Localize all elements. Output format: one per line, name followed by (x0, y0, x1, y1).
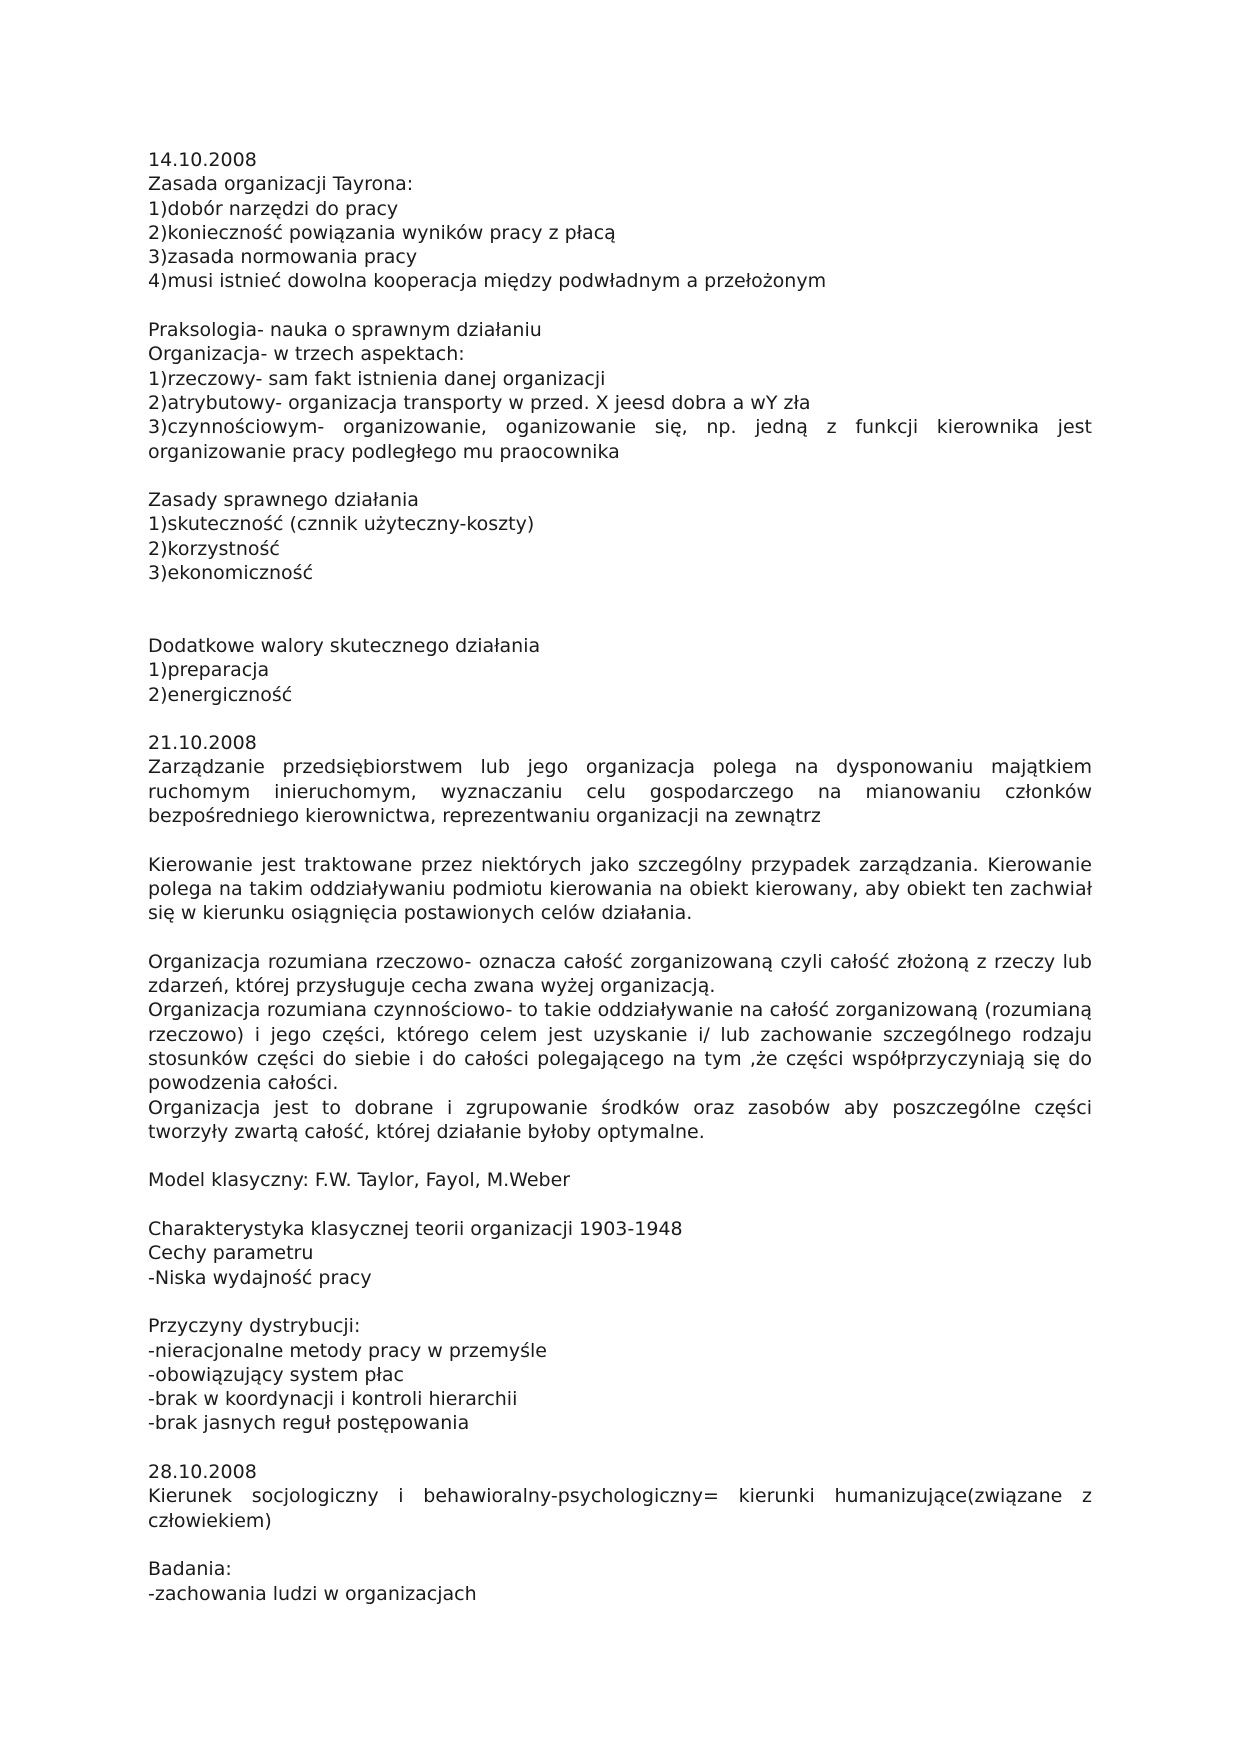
text-line: Zasady sprawnego działania (148, 489, 419, 512)
text-line: 2)energiczność (148, 683, 293, 706)
text-line: 2)konieczność powiązania wyników pracy z płacą (148, 221, 616, 244)
text-line: Organizacja- w trzech aspektach: (148, 343, 465, 366)
text-line: 4)musi istnieć dowolna kooperacja między podwładnym a przełożonym (148, 270, 827, 293)
paragraph (148, 950, 1092, 1144)
text-line: -nieracjonalne metody pracy w przemyśle (148, 1339, 547, 1362)
text-line: 1)dobór narzędzi do pracy (148, 197, 399, 220)
paragraph (148, 1460, 1092, 1533)
text-line: 1)skuteczność (cznnik użyteczny-koszty) (148, 513, 535, 536)
paragraph (148, 853, 1092, 926)
paragraph (148, 1314, 1092, 1435)
text-block: Organizacja rozumiana rzeczowo- oznacza całość zorganizowaną czyli całość złożoną z rzeczy lub zdarzeń, której przysługuje cecha zwana wyżej organizacją. (148, 950, 1092, 998)
paragraph (148, 731, 1092, 828)
paragraph (148, 148, 1092, 294)
paragraph (148, 318, 1092, 464)
text-line: 2)atrybutowy- organizacja transporty w przed. X jeesd dobra a wY zła (148, 391, 811, 414)
document-body (148, 148, 1092, 1630)
text-block: Organizacja jest to dobrane i zgrupowanie środków oraz zasobów aby poszczególne części tworzyły zwartą całość, której działanie byłoby optymalne. (148, 1096, 1092, 1143)
text-line: 28.10.2008 (148, 1461, 257, 1484)
text-line: 1)preparacja (148, 659, 270, 682)
paragraph (148, 488, 1092, 585)
text-line: -Niska wydajność pracy (148, 1266, 372, 1289)
paragraph (148, 1217, 1092, 1290)
text-line: 21.10.2008 (148, 732, 257, 755)
text-line: -zachowania ludzi w organizacjach (148, 1582, 477, 1605)
text-line: -brak w koordynacji i kontroli hierarchii (148, 1388, 518, 1411)
text-line: 3)ekonomiczność (148, 562, 314, 585)
text-line: 2)korzystność (148, 537, 280, 560)
text-block: Kierunek socjologiczny i behawioralny-psychologiczny= kierunki humanizujące(związane z człowiekiem) (148, 1485, 1092, 1532)
text-line: Badania: (148, 1558, 232, 1581)
text-line: Charakterystyka klasycznej teorii organizacji 1903-1948 (148, 1218, 683, 1241)
paragraph (148, 1557, 1092, 1606)
text-line: 3)zasada normowania pracy (148, 246, 418, 269)
text-line: -brak jasnych reguł postępowania (148, 1412, 470, 1435)
text-line: 14.10.2008 (148, 149, 257, 171)
text-line: Cechy parametru (148, 1242, 314, 1265)
text-block: Kierowanie jest traktowane przez niektórych jako szczególny przypadek zarządzania. Kierowanie polega na takim oddziaływaniu podmiotu kierowania na obiekt kierowany, aby obiekt ten zachwiał się w kierunku osiągnięcia postawionych celów działania. (148, 853, 1092, 925)
text-line: 1)rzeczowy- sam fakt istnienia danej organizacji (148, 367, 606, 390)
text-block: 3)czynnościowym- organizowanie, oganizowanie się, np. jedną z funkcji kierownika jest organizowanie pracy podległego mu praocownika (148, 416, 1092, 463)
text-line: Model klasyczny: F.W. Taylor, Fayol, M.Weber (148, 1169, 571, 1192)
paragraph (148, 1168, 1092, 1192)
text-line: -obowiązujący system płac (148, 1363, 404, 1386)
text-line: Przyczyny dystrybucji: (148, 1315, 361, 1338)
paragraph (148, 634, 1092, 707)
text-block: Zarządzanie przedsiębiorstwem lub jego organizacja polega na dysponowaniu majątkiem ruchomym inieruchomym, wyznaczaniu celu gospodarczego na mianowaniu członków bezpośredniego kierownictwa, reprezentwaniu organizacji na zewnątrz (148, 756, 1092, 828)
text-line: Zasada organizacji Tayrona: (148, 173, 414, 196)
text-line: Dodatkowe walory skutecznego działania (148, 634, 541, 657)
text-line: Praksologia- nauka o sprawnym działaniu (148, 319, 542, 342)
text-block: Organizacja rozumiana czynnościowo- to takie oddziaływanie na całość zorganizowaną (rozumianą rzeczowo) i jego części, którego celem jest uzyskanie i/ lub zachowanie szczególnego rodzaju stosunków części do siebie i do całości polegającego na tym ,że części współprzyczyniają się do powodzenia całości. (148, 999, 1092, 1095)
